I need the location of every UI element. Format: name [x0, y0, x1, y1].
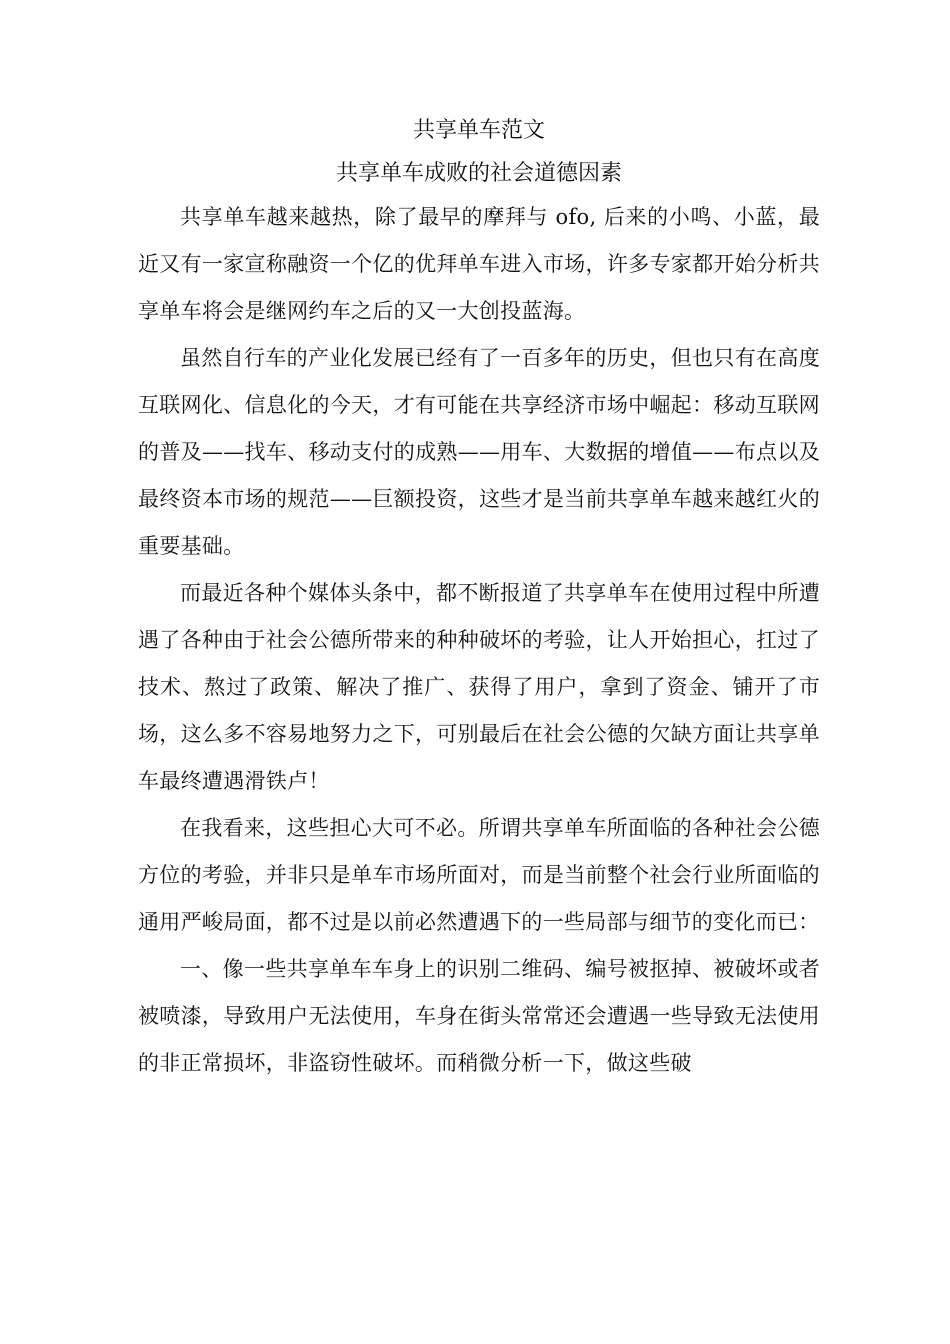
paragraph-5: 一、像一些共享单车车身上的识别二维码、编号被抠掉、被破坏或者被喷漆，导致用户无法使用，车身在街头常常还会遭遇一些导致无法使用的非正常损坏，非盗窃性破坏。而稍微分析一下，做这些破 [138, 957, 820, 1075]
paragraph-4: 在我看来，这些担心大可不必。所谓共享单车所面临的各种社会公德方位的考验，并非只是单车市场所面对，而是当前整个社会行业所面临的通用严峻局面，都不过是以前必然遭遇下的一些局部与细节的变化而已： [138, 816, 820, 934]
document-subtitle: 共享单车成败的社会道德因素 [335, 161, 622, 186]
paragraph-2: 虽然自行车的产业化发展已经有了一百多年的历史，但也只有在高度互联网化、信息化的今天，才有可能在共享经济市场中崛起：移动互联网的普及——找车、移动支付的成熟——用车、大数据的增值——布点以及最终资本市场的规范——巨额投资，这些才是当前共享单车越来越红火的重要基础。 [138, 346, 820, 558]
paragraph-3: 而最近各种个媒体头条中，都不断报道了共享单车在使用过程中所遭遇了各种由于社会公德所带来的种种破坏的考验，让人开始担心，扛过了技术、熬过了政策、解决了推广、获得了用户，拿到了资金、铺开了市场，这么多不容易地努力之下，可别最后在社会公德的欠缺方面让共享单车最终遭遇滑铁卢！ [138, 581, 820, 793]
document-body [138, 112, 820, 1087]
document-title: 共享单车范文 [412, 118, 545, 143]
paragraph-1: 共享单车越来越热，除了最早的摩拜与 ofo, 后来的小鸣、小蓝，最近又有一家宣称融资一个亿的优拜单车进入市场，许多专家都开始分析共享单车将会是继网约车之后的又一大创投蓝海。 [138, 205, 820, 323]
